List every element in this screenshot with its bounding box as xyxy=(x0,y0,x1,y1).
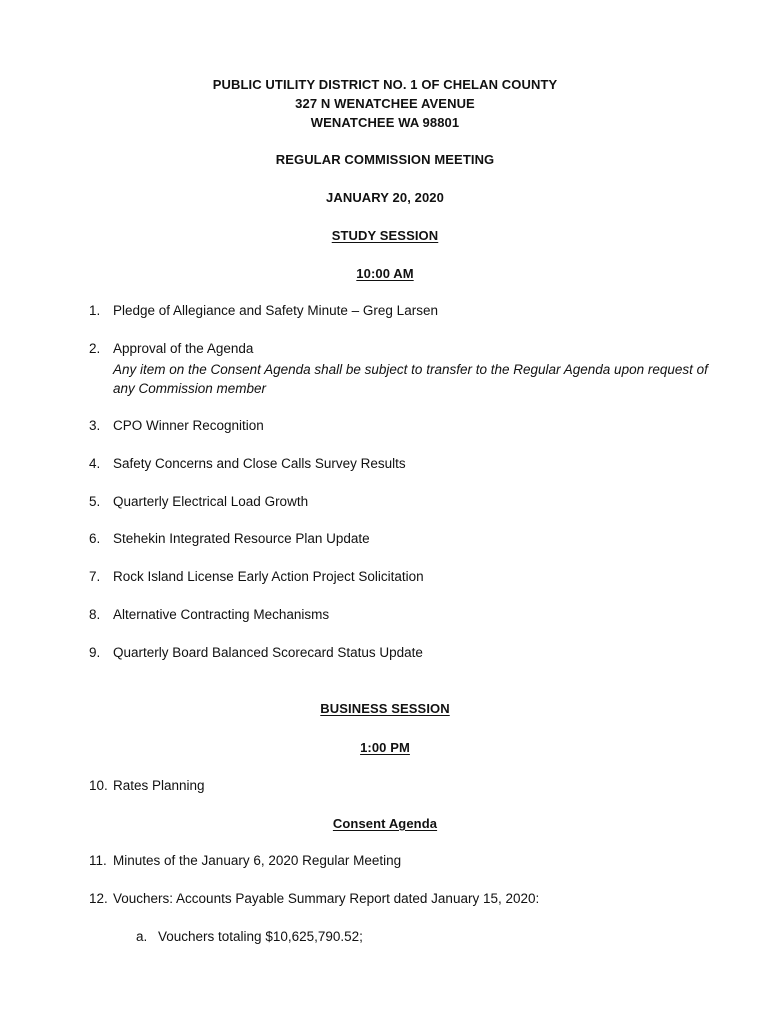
item-text: Rates Planning xyxy=(113,778,205,793)
item-text: Safety Concerns and Close Calls Survey Results xyxy=(113,456,406,471)
agenda-item-8 xyxy=(89,607,729,622)
subitem-letter: a. xyxy=(136,929,148,944)
item-text: Pledge of Allegiance and Safety Minute – Greg Larsen xyxy=(113,303,438,318)
agenda-subitem-12a xyxy=(136,929,363,944)
item-text: Stehekin Integrated Resource Plan Update xyxy=(113,531,370,546)
item-number: 6. xyxy=(89,531,101,546)
subitem-text: Vouchers totaling $10,625,790.52; xyxy=(158,929,363,944)
item-number: 3. xyxy=(89,418,101,433)
item-number: 4. xyxy=(89,456,101,471)
agenda-item-2 xyxy=(89,341,729,356)
agenda-item-9 xyxy=(89,645,729,660)
item-text: Quarterly Electrical Load Growth xyxy=(113,494,309,509)
item-number: 9. xyxy=(89,645,101,660)
agenda-item-6 xyxy=(89,531,729,546)
item-text: CPO Winner Recognition xyxy=(113,418,264,433)
item-number: 5. xyxy=(89,494,101,509)
business-session-time: 1:00 PM xyxy=(360,740,410,755)
org-address: 327 N WENATCHEE AVENUE xyxy=(295,96,475,111)
agenda-item-11 xyxy=(89,853,729,868)
meeting-type: REGULAR COMMISSION MEETING xyxy=(275,152,495,167)
study-session-title: STUDY SESSION xyxy=(331,228,439,243)
consent-agenda-title: Consent Agenda xyxy=(332,816,438,831)
item-number: 7. xyxy=(89,569,101,584)
item-text: Vouchers: Accounts Payable Summary Report dated January 15, 2020: xyxy=(113,891,540,906)
agenda-item-7 xyxy=(89,569,729,584)
agenda-item-1 xyxy=(89,303,729,318)
meeting-date: JANUARY 20, 2020 xyxy=(326,190,444,205)
item-text: Rock Island License Early Action Project Solicitation xyxy=(113,569,424,584)
item-text: Alternative Contracting Mechanisms xyxy=(113,607,330,622)
agenda-item-3 xyxy=(89,418,729,433)
agenda-item-4 xyxy=(89,456,729,471)
item-number: 1. xyxy=(89,303,101,318)
item-number: 10. xyxy=(89,778,108,793)
item-number: 8. xyxy=(89,607,101,622)
item-number: 2. xyxy=(89,341,101,356)
item-text: Approval of the Agenda xyxy=(113,341,254,356)
item-text: Quarterly Board Balanced Scorecard Status Update xyxy=(113,645,423,660)
item-number: 12. xyxy=(89,891,108,906)
item-number: 11. xyxy=(89,853,107,868)
agenda-item-5 xyxy=(89,494,729,509)
item-text: Minutes of the January 6, 2020 Regular Meeting xyxy=(113,853,402,868)
study-session-time: 10:00 AM xyxy=(356,266,414,281)
org-city: WENATCHEE WA 98801 xyxy=(310,115,460,130)
agenda-item-12 xyxy=(89,891,729,906)
org-name: PUBLIC UTILITY DISTRICT NO. 1 OF CHELAN COUNTY xyxy=(212,77,558,92)
business-session-title: BUSINESS SESSION xyxy=(320,701,450,716)
agenda-item-2-note: Any item on the Consent Agenda shall be subject to transfer to the Regular Agenda upon request of any Commission member xyxy=(113,362,708,396)
agenda-item-10 xyxy=(89,778,729,793)
